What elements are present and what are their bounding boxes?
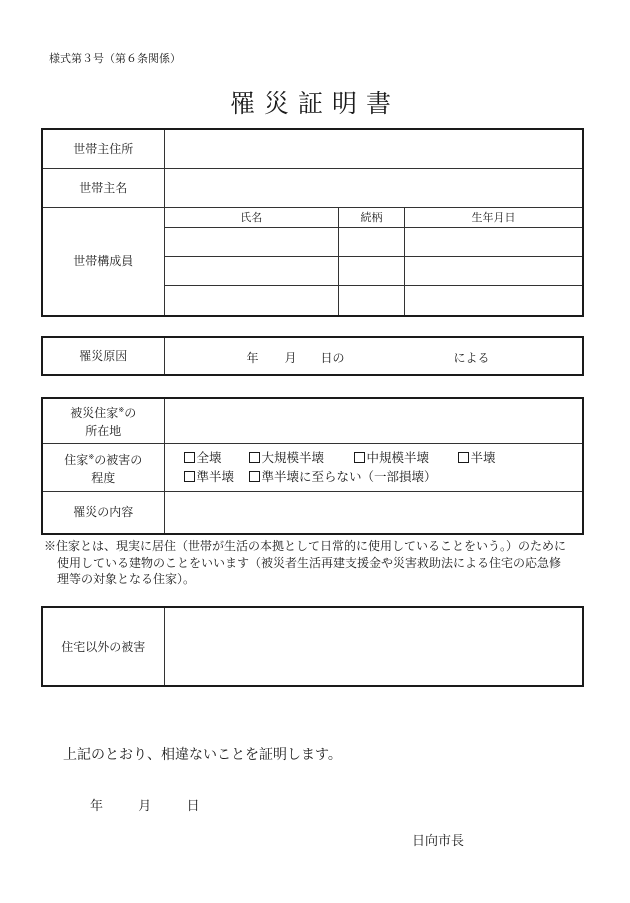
household-members-row [42, 207, 583, 316]
option-label: 中規模半壊 [366, 450, 430, 465]
checkbox[interactable] [249, 452, 260, 463]
asterisk-mark: ※ [118, 406, 125, 415]
household-address-label: 世帯主住所 [42, 129, 164, 168]
checkbox[interactable] [354, 452, 365, 463]
cause-day: 日の [320, 351, 345, 365]
document-title: 罹災証明書 [229, 89, 400, 118]
option-label: 大規模半壊 [261, 450, 325, 465]
damage-content-row [42, 491, 583, 534]
footnote-line3: 理等の対象となる住家）。 [57, 572, 196, 586]
degree-label-part2: の被害の [94, 452, 143, 467]
members-table [165, 208, 583, 315]
damage-location-field[interactable] [164, 398, 583, 443]
members-header-name: 氏名 [165, 208, 339, 228]
member-name-field[interactable] [165, 228, 339, 257]
member-relation-field[interactable] [339, 257, 405, 286]
members-cell [164, 207, 583, 316]
cause-field[interactable] [164, 337, 583, 375]
option-label: 半壊 [470, 450, 496, 465]
date-day: 日 [186, 799, 200, 814]
cause-table [41, 336, 584, 376]
option-label: 全壊 [196, 450, 222, 465]
non-house-row [42, 607, 583, 686]
form-number: 様式第３号（第６条関係） [49, 52, 181, 65]
damage-content-field[interactable] [164, 491, 583, 534]
issuer: 日向市長 [412, 834, 465, 849]
members-header-row [165, 208, 583, 228]
option-partial-damage[interactable] [249, 467, 437, 486]
cause-suffix: による [453, 351, 490, 365]
option-label: 準半壊に至らない（一部損壊） [261, 469, 437, 484]
household-table [41, 128, 584, 317]
member-row [165, 257, 583, 286]
cause-year: 年 [246, 351, 259, 365]
damage-degree-row [42, 443, 583, 491]
option-zenkai[interactable] [184, 448, 249, 467]
member-birthdate-field[interactable] [405, 286, 583, 315]
checkbox[interactable] [184, 452, 195, 463]
cause-row [42, 337, 583, 375]
issue-date [90, 795, 200, 814]
location-label-part2: の [124, 406, 137, 421]
location-label-part1: 被災住家 [70, 406, 119, 421]
household-name-field[interactable] [164, 168, 583, 207]
household-address-field[interactable] [164, 129, 583, 168]
household-members-label: 世帯構成員 [42, 207, 164, 316]
non-house-table [41, 606, 584, 687]
damage-table [41, 397, 584, 535]
household-name-label: 世帯主名 [42, 168, 164, 207]
member-birthdate-field[interactable] [405, 228, 583, 257]
member-relation-field[interactable] [339, 228, 405, 257]
members-header-birthdate: 生年月日 [405, 208, 583, 228]
date-month: 月 [138, 799, 152, 814]
damage-degree-label [42, 443, 164, 491]
household-address-row [42, 129, 583, 168]
degree-label-part3: 程度 [91, 470, 116, 485]
members-header-relation: 続柄 [339, 208, 405, 228]
checkbox[interactable] [249, 471, 260, 482]
degree-label-part1: 住家 [64, 452, 89, 467]
option-daikibo-hankai[interactable] [249, 448, 354, 467]
member-row [165, 286, 583, 315]
member-birthdate-field[interactable] [405, 257, 583, 286]
date-year: 年 [90, 799, 104, 814]
checkbox[interactable] [184, 471, 195, 482]
checkbox[interactable] [458, 452, 469, 463]
damage-degree-options [164, 443, 583, 491]
asterisk-mark: ※ [88, 452, 95, 461]
footnote-line2: 使用している建物のことをいいます（被災者生活再建支援金や災害救助法による住宅の応急修 [57, 555, 562, 570]
certification-statement: 上記のとおり、相違ないことを証明します。 [63, 747, 342, 763]
damage-location-row [42, 398, 583, 443]
option-chukibo-hankai[interactable] [354, 448, 458, 467]
option-hankai[interactable] [458, 448, 496, 467]
household-name-row [42, 168, 583, 207]
member-relation-field[interactable] [339, 286, 405, 315]
non-house-label: 住宅以外の被害 [42, 607, 164, 686]
cause-label: 罹災原因 [42, 337, 164, 375]
damage-content-label: 罹災の内容 [42, 491, 164, 534]
member-name-field[interactable] [165, 257, 339, 286]
footnote-line1: ※住家とは、現実に居住（世帯が生活の本拠として日常的に使用していることをいう。）のために [44, 539, 567, 553]
location-label-part3: 所在地 [85, 424, 122, 439]
damage-location-label [42, 398, 164, 443]
footnote [44, 538, 589, 588]
cause-month: 月 [284, 351, 297, 365]
option-jun-hankai[interactable] [184, 467, 249, 486]
non-house-field[interactable] [164, 607, 583, 686]
member-row [165, 228, 583, 257]
member-name-field[interactable] [165, 286, 339, 315]
option-label: 準半壊 [196, 469, 235, 484]
